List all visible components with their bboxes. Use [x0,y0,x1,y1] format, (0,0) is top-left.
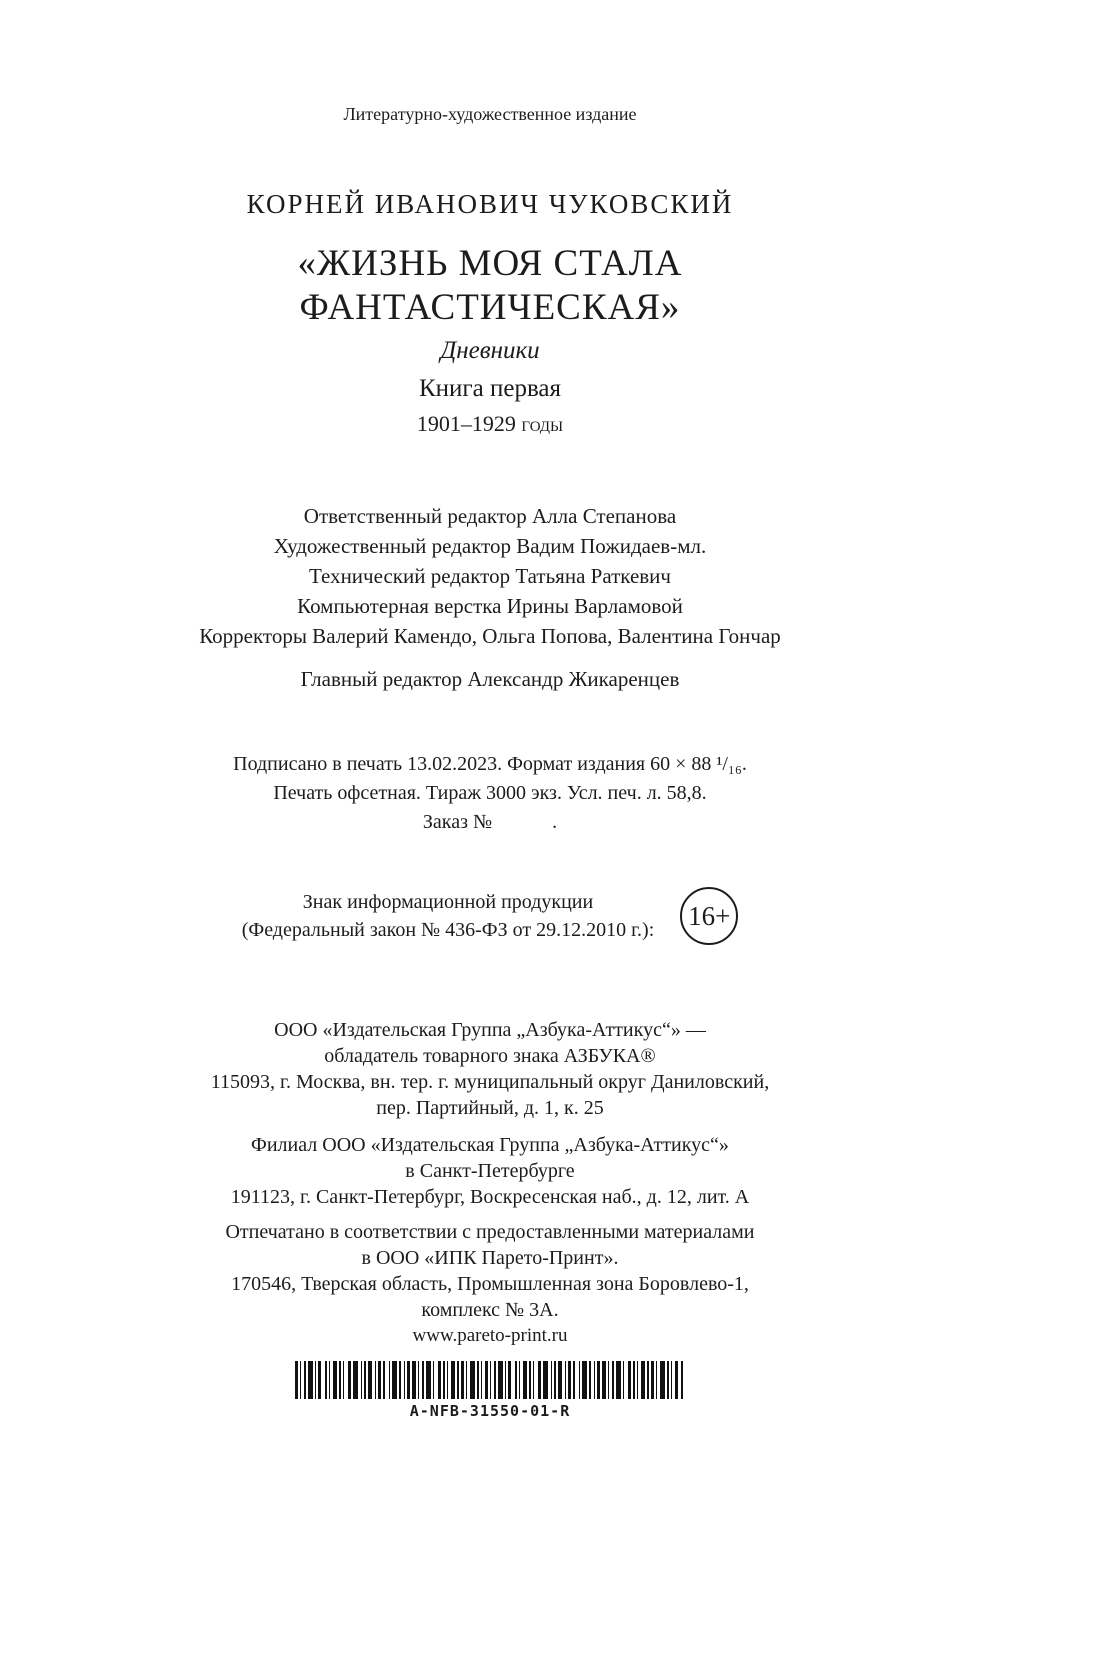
branch-line: Филиал ООО «Издательская Группа „Азбука-Аттикус“» [251,1134,729,1157]
website-url: www.pareto-print.ru [412,1325,568,1347]
staff-line: Компьютерная верстка Ирины Варламовой [297,594,683,619]
author-name: КОРНЕЙ ИВАНОВИЧ ЧУКОВСКИЙ [246,189,734,219]
staff-line: Корректоры Валерий Камендо, Ольга Попова, Валентина Гончар [199,624,781,649]
staff-line: Технический редактор Татьяна Раткевич [309,564,671,589]
staff-line: Ответственный редактор Алла Степанова [303,504,677,529]
publisher-line: 115093, г. Москва, вн. тер. г. муниципальный округ Даниловский, [210,1071,770,1094]
book-years: 1901–1929 годы [416,411,564,437]
barcode-label: A-NFB-31550-01-R [409,1402,571,1421]
print-info-line: Печать офсетная. Тираж 3000 экз. Усл. печ. л. 58,8. [273,782,707,805]
book-title-line2: ФАНТАСТИЧЕСКАЯ» [299,286,681,328]
age-rating-label [242,888,655,944]
book-title [0,242,980,329]
staff-line: Художественный редактор Вадим Пожидаев-мл. [273,534,707,559]
branch-line: 191123, г. Санкт-Петербург, Воскресенская наб., д. 12, лит. А [230,1186,750,1209]
print-info-block [0,750,980,837]
age-rating-badge: 16+ [680,887,738,945]
print-info-line: Заказ № . [422,811,558,834]
printing-line: комплекс № 3А. [421,1299,559,1322]
age-rating-label-line2: (Федеральный закон № 436-ФЗ от 29.12.2010 г.): [241,919,655,942]
print-info-line: Подписано в печать 13.02.2023. Формат издания 60 × 88 ¹/₁₆. [233,753,747,776]
printing-line: в ООО «ИПК Парето-Принт». [361,1247,619,1270]
printing-line: Отпечатано в соответствии с предоставленными материалами [225,1221,755,1244]
staff-block [0,501,980,651]
publisher-line: ООО «Издательская Группа „Азбука-Аттикус“» — [274,1019,706,1042]
barcode-image [294,1361,686,1399]
edition-type: Литературно-художественное издание [343,104,637,124]
book-subtitle: Дневники [440,337,540,365]
publisher-line: пер. Партийный, д. 1, к. 25 [376,1097,604,1120]
book-part: Книга первая [418,375,562,403]
printing-line: 170546, Тверская область, Промышленная зона Боровлево-1, [231,1273,749,1296]
age-rating-block [0,887,980,945]
publisher-block [0,1017,980,1121]
printing-block [0,1219,980,1323]
age-rating-label-line1: Знак информационной продукции [302,891,594,914]
book-title-line1: «ЖИЗНЬ МОЯ СТАЛА [297,243,683,284]
publisher-line: обладатель товарного знака АЗБУКА® [324,1045,656,1068]
branch-line: в Санкт-Петербурге [405,1160,575,1183]
chief-editor: Главный редактор Александр Жикаренцев [300,667,680,692]
branch-block [0,1132,980,1210]
barcode-block [0,1361,980,1420]
